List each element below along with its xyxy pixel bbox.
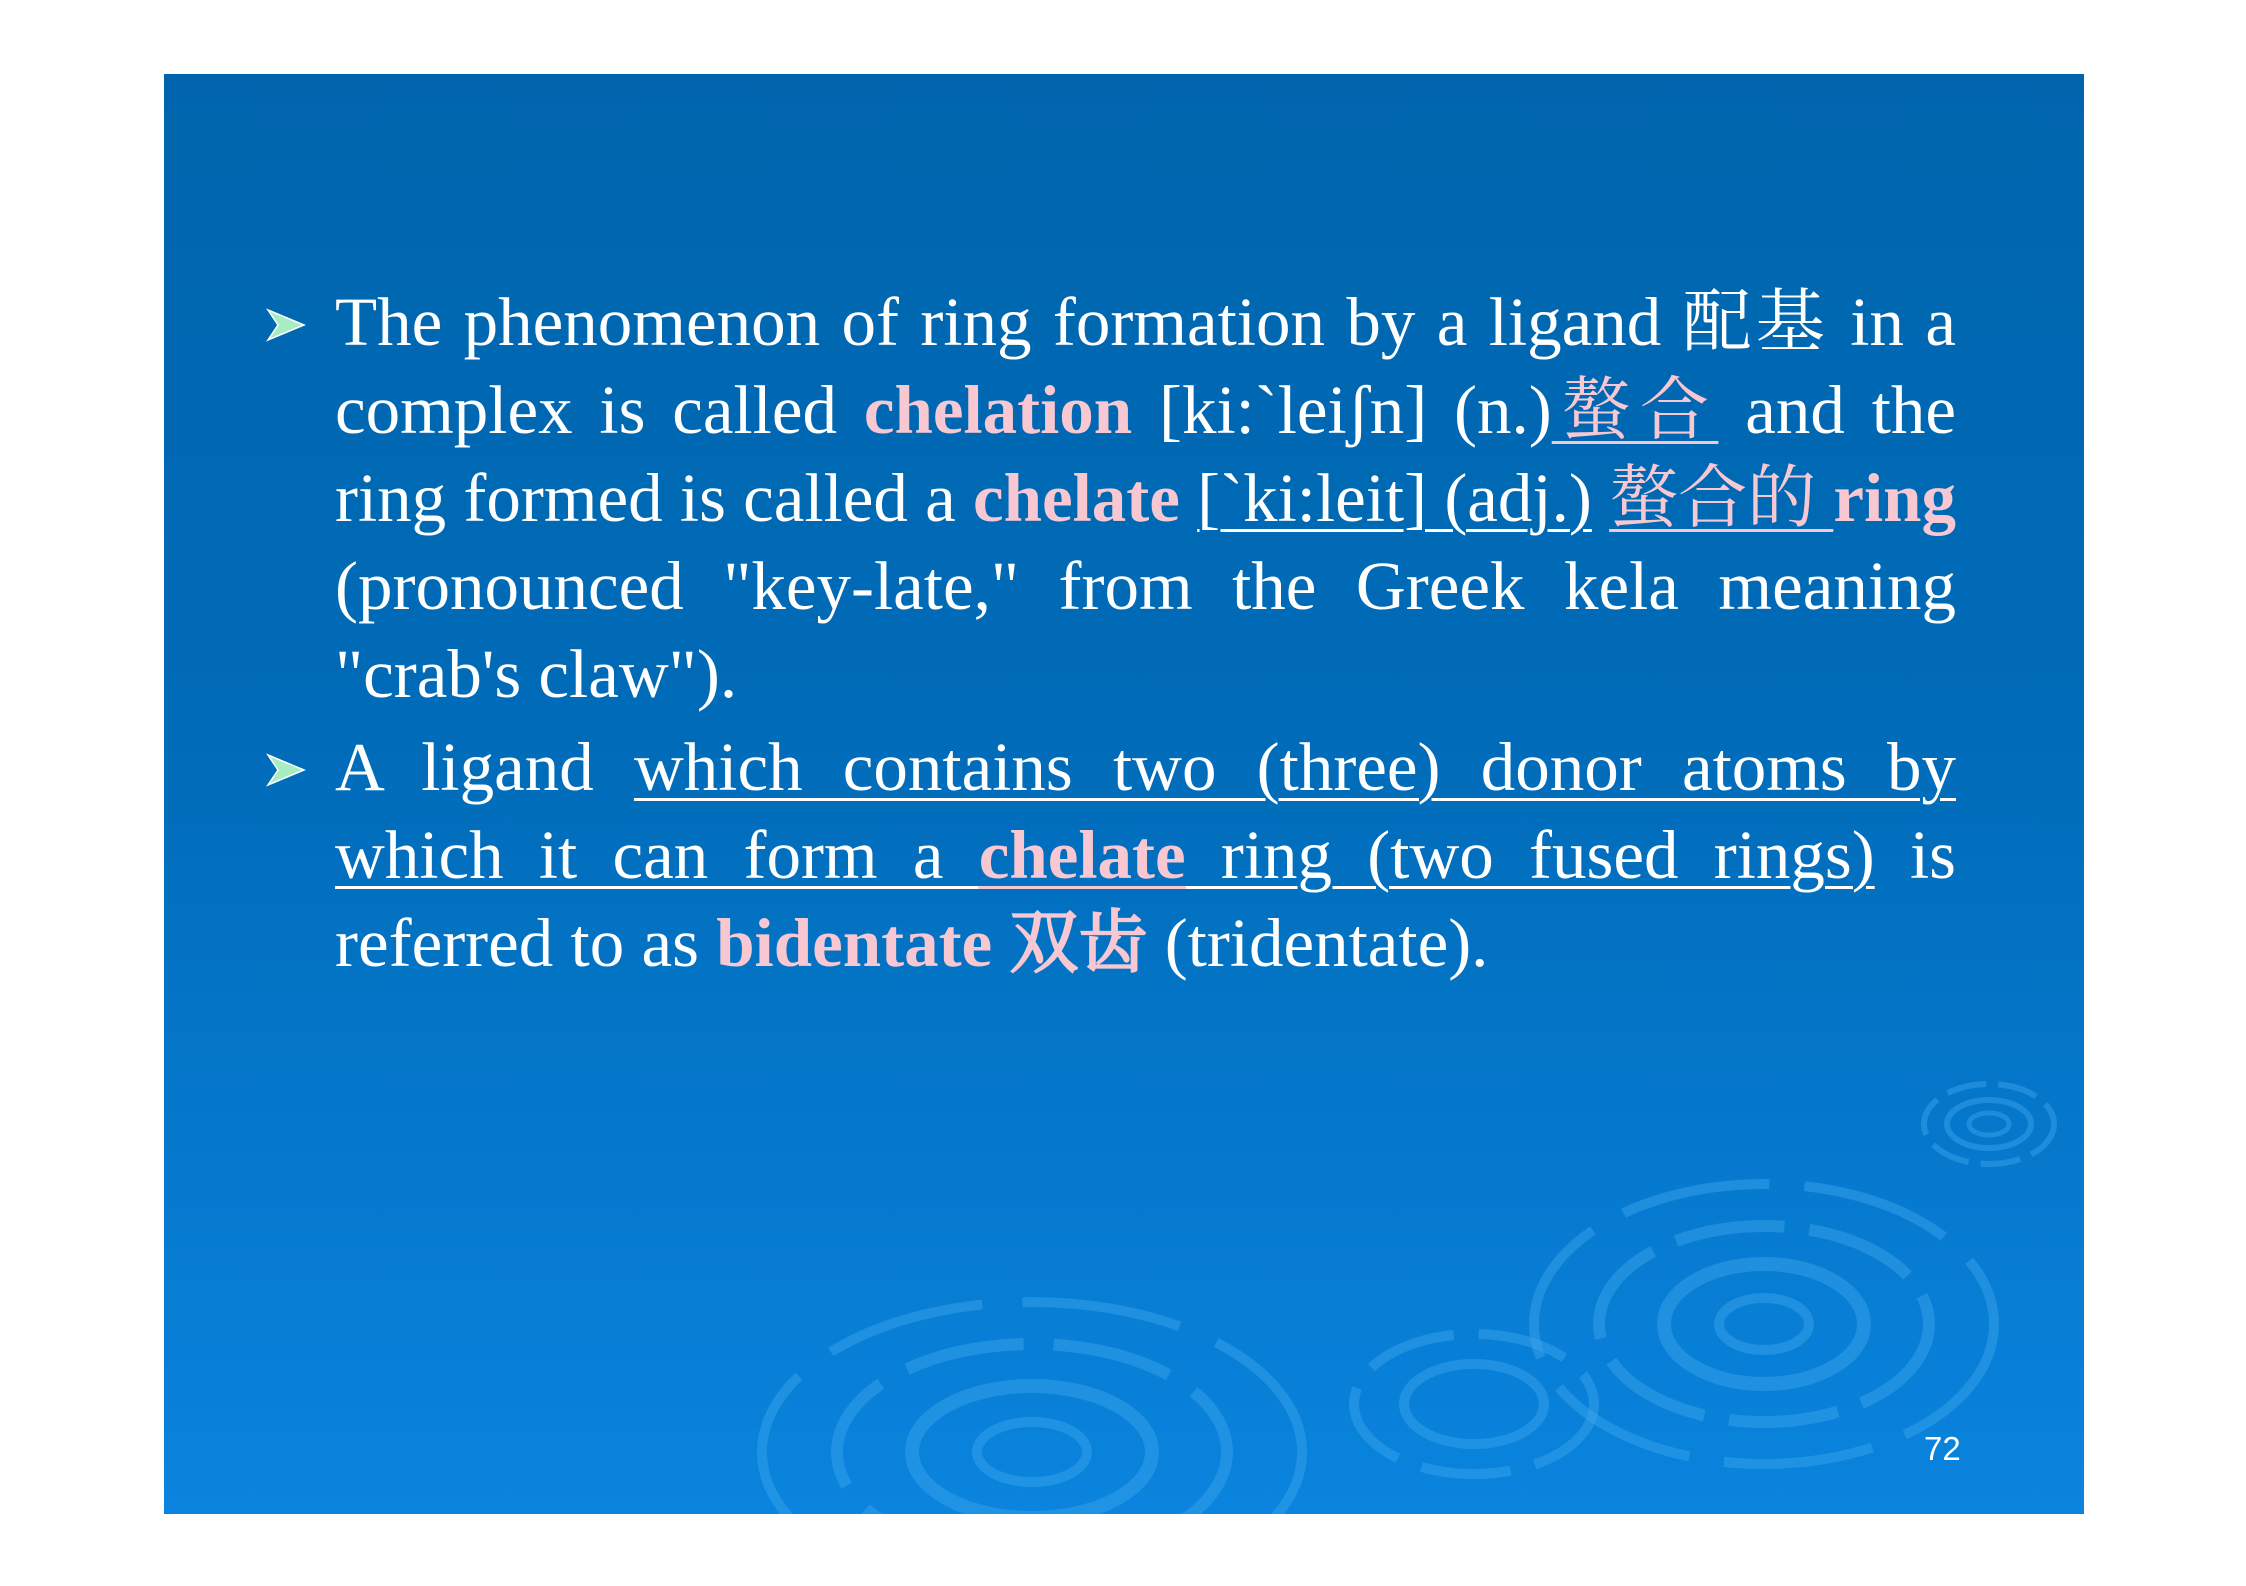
- term-ring: ring: [1833, 460, 1957, 536]
- underlined-phrase: ring (two fused rings): [1185, 817, 1875, 893]
- term-chinese-chelation: 螯合: [1551, 372, 1719, 448]
- bullet-text: (pronounced "key-late," from the Greek kela meaning "crab's claw").: [335, 548, 1956, 712]
- term-chelate: chelate: [973, 460, 1180, 536]
- slide-content: [266, 278, 1956, 992]
- pronunciation-chelate: [`ki:leit] (adj.): [1197, 460, 1592, 536]
- term-chelate: chelate: [978, 817, 1186, 893]
- bullet-text: [1180, 460, 1197, 536]
- arrow-bullet-icon: [266, 308, 306, 342]
- term-chinese-chelate: 螯合的: [1609, 460, 1834, 536]
- bullet-item-bidentate: [266, 723, 1956, 987]
- page-number: 72: [1924, 1430, 1961, 1467]
- term-bidentate: bidentate 双齿: [716, 905, 1148, 981]
- slide: [164, 74, 2084, 1514]
- underlined-phrase: which contains two (three) donor atoms by which it can form a: [335, 729, 1956, 893]
- arrow-bullet-icon: [266, 753, 306, 787]
- bullet-text: (tridentate).: [1147, 905, 1489, 981]
- bullet-text: [ki:`leiʃn] (n.): [1132, 372, 1552, 448]
- term-chelation: chelation: [863, 372, 1133, 448]
- bullet-text: [1592, 460, 1609, 536]
- bullet-text: is referred to as: [335, 817, 1956, 981]
- bullet-text: The phenomenon of ring formation by a ligand 配基 in a complex is called: [335, 284, 1956, 448]
- bullet-text: and the ring formed is called a: [335, 372, 1957, 536]
- bullet-item-chelation: [266, 278, 1956, 718]
- bullet-text: A ligand: [335, 729, 634, 805]
